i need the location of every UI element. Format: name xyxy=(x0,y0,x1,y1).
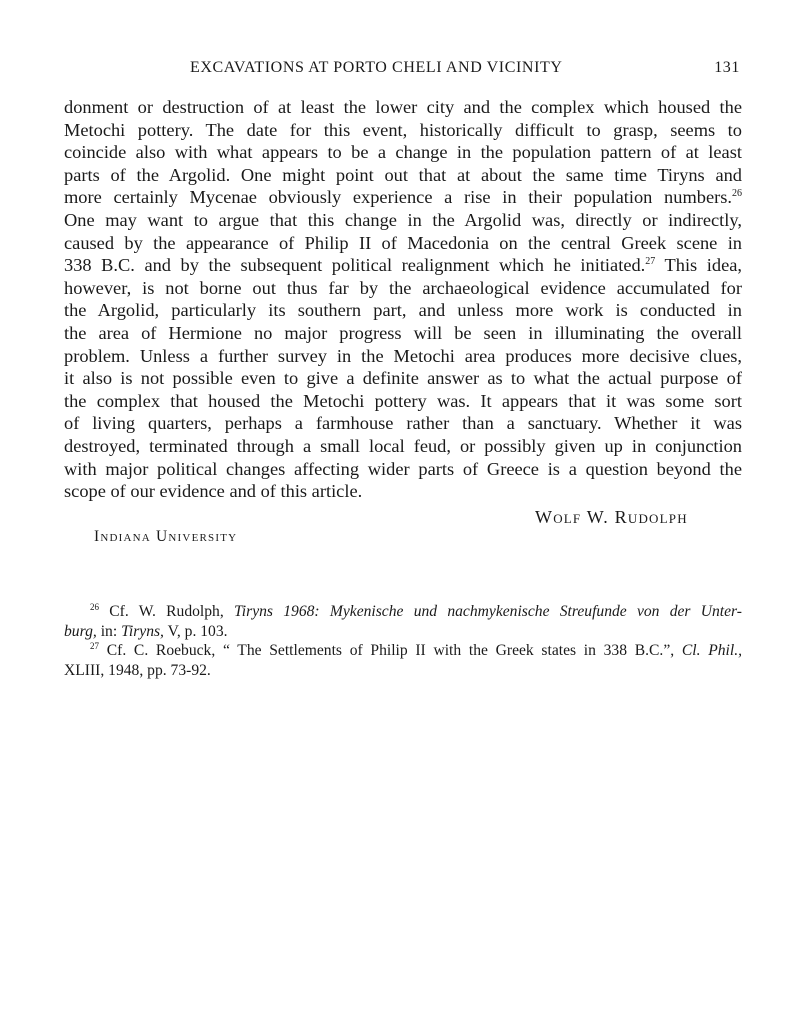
author-affiliation: Indiana University xyxy=(94,528,238,545)
footnote-text: V, p. 103. xyxy=(167,622,228,640)
era-abbrev: B.C. xyxy=(101,255,135,276)
body-paragraph xyxy=(64,96,742,503)
footnote-line xyxy=(64,622,742,642)
body-line: coincide also with what appears to be a change in the population pattern of at least xyxy=(64,142,742,163)
body-line: the area of Hermione no major progress will be seen in illuminating the overall xyxy=(64,322,742,343)
era-abbrev: B.C. xyxy=(634,642,664,660)
footnote-line xyxy=(64,602,742,622)
body-line: One may want to argue that this change in the Argolid was, directly or indirectly, xyxy=(64,209,742,230)
body-line: problem. Unless a further survey in the Metochi area produces more decisive clues, xyxy=(64,345,742,366)
footnote-title: burg, xyxy=(64,622,97,640)
footnote-text: Cf. C. Roebuck, “ The Settlements of Philip II with the Greek states in 338 xyxy=(106,642,628,660)
body-line-text: This idea, xyxy=(664,255,742,276)
body-line: donment or destruction of at least the lower city and the complex which housed the xyxy=(64,97,742,117)
body-line xyxy=(64,254,742,277)
footnote-journal: Tiryns, xyxy=(121,622,164,640)
body-line-text: more certainly Mycenae obviously experience a rise in their population numbers. xyxy=(64,187,732,208)
body-line: however, is not borne out thus far by the archaeological evidence accumulated for xyxy=(64,277,742,298)
body-line: Metochi pottery. The date for this event, historically difficult to grasp, seems to xyxy=(64,119,742,140)
body-line: destroyed, terminated through a small local feud, or possibly given up in conjunction xyxy=(64,435,742,456)
body-line: scope of our evidence and of this article. xyxy=(64,481,363,502)
body-line: it also is not possible even to give a definite answer as to what the actual purpose of xyxy=(64,368,742,389)
footnote-title: Tiryns 1968: Mykenische und nachmykenische Streufunde von der Unter- xyxy=(234,603,742,620)
footnote-journal: Cl. Phil., xyxy=(681,642,743,660)
footnote-number: 27 xyxy=(90,641,99,652)
body-line-text: and by the subsequent political realignment which he initiated. xyxy=(144,255,646,276)
body-line: parts of the Argolid. One might point out that at about the same time Tiryns and xyxy=(64,164,742,185)
body-year: 338 xyxy=(64,255,92,276)
footnote-26 xyxy=(64,602,742,641)
footnote-text: Cf. W. Rudolph, xyxy=(109,603,224,620)
body-line: with major political changes affecting wider parts of Greece is a question beyond the xyxy=(64,458,742,479)
footnotes xyxy=(64,602,742,680)
body-line: the Argolid, particularly its southern part, and unless more work is conducted in xyxy=(64,300,742,321)
body-line: caused by the appearance of Philip II of Macedonia on the central Greek scene in xyxy=(64,232,742,253)
body-line: the complex that housed the Metochi pottery was. It appears that it was some sort xyxy=(64,390,742,411)
author-signature: Wolf W. Rudolph xyxy=(535,507,688,527)
body-line xyxy=(64,186,742,209)
page-number: 131 xyxy=(714,59,740,76)
footnote-ref-26[interactable]: 26 xyxy=(732,188,742,200)
running-title: EXCAVATIONS AT PORTO CHELI AND VICINITY xyxy=(190,59,563,76)
footnote-text: ”, xyxy=(663,642,675,660)
footnote-27 xyxy=(64,641,742,680)
footnote-text: in: xyxy=(100,622,118,640)
footnote-ref-27[interactable]: 27 xyxy=(645,256,656,268)
footnote-number: 26 xyxy=(90,602,99,612)
body-line: of living quarters, perhaps a farmhouse rather than a sanctuary. Whether it was xyxy=(64,413,742,434)
footnote-line: XLIII, 1948, pp. 73-92. xyxy=(64,661,211,679)
footnote-line xyxy=(64,641,742,661)
